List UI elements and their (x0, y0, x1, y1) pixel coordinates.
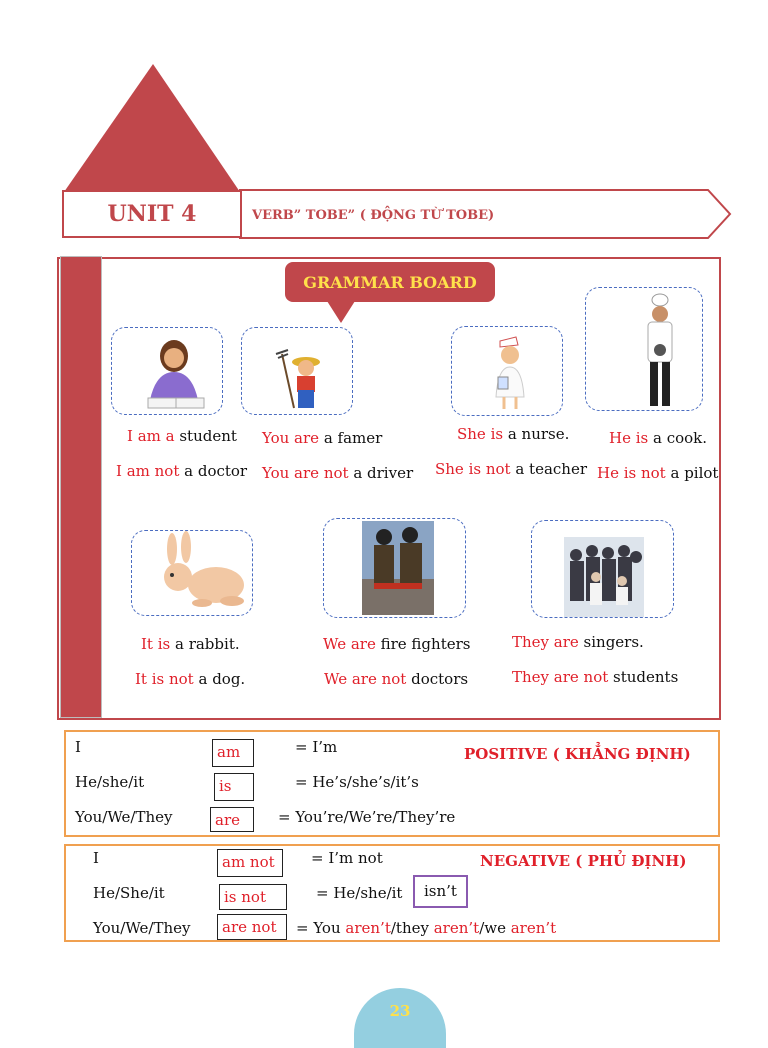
sentence-neg-4: He is not a pilot (597, 464, 719, 482)
picture-farmer (241, 327, 353, 415)
girl-student-icon (112, 328, 222, 414)
picture-nurse (451, 326, 563, 416)
positive-contraction-3: = You’re/We’re/They’re (278, 808, 456, 826)
sentence-pos-5: It is a rabbit. (141, 635, 240, 653)
positive-contraction-1: = I’m (295, 738, 338, 756)
picture-firefighters (323, 518, 466, 618)
unit-label-box (62, 190, 242, 238)
sentence-pos-3: She is a nurse. (457, 425, 570, 443)
negative-contraction-1: = I’m not (311, 849, 383, 867)
negative-verb-box-3 (217, 914, 287, 940)
sentence-neg-2: You are not a driver (262, 464, 414, 482)
negative-short-form: isn’t (424, 882, 457, 900)
sentence-pos-6: We are fire fighters (323, 635, 471, 653)
unit-label: UNIT 4 (107, 201, 197, 227)
negative-subject-3: You/We/They (93, 919, 191, 937)
unit-title: VERB” TOBE” ( ĐỘNG TỪ TOBE) (252, 208, 495, 223)
sentence-pos-7: They are singers. (512, 633, 644, 651)
positive-verb-3: are (215, 811, 240, 829)
negative-verb-box-1 (217, 849, 283, 877)
positive-verb-2: is (219, 777, 232, 795)
negative-subject-2: He/She/it (93, 884, 165, 902)
sentence-neg-6: We are not doctors (324, 670, 469, 688)
picture-rabbit (131, 530, 253, 616)
negative-subject-1: I (93, 849, 99, 867)
negative-verb-box-2 (219, 884, 287, 910)
farmer-icon (242, 328, 352, 414)
sentence-neg-7: They are not students (512, 668, 679, 686)
negative-contraction-2: = He/she/it (316, 884, 403, 902)
negative-contraction-3: = You aren’t/they aren’t/we aren’t (296, 919, 557, 937)
negative-verb-3: are not (222, 918, 277, 936)
picture-singers (531, 520, 674, 618)
sentence-pos-2: You are a famer (262, 429, 383, 447)
positive-contraction-2: = He’s/she’s/it’s (295, 773, 419, 791)
negative-short-form-box (413, 875, 468, 908)
cook-icon (586, 288, 702, 410)
negative-verb-2: is not (224, 888, 266, 906)
positive-verb-1: am (217, 743, 241, 761)
page-number: 23 (389, 1002, 411, 1020)
sentence-neg-3: She is not a teacher (435, 460, 588, 478)
positive-table (64, 730, 720, 837)
positive-title: POSITIVE ( KHẲNG ĐỊNH) (464, 745, 691, 763)
negative-verb-1: am not (222, 853, 275, 871)
nurse-icon (452, 327, 562, 415)
positive-verb-box-2 (214, 773, 254, 801)
positive-verb-box-1 (212, 739, 254, 767)
singers-icon (532, 521, 673, 617)
page-number-badge (354, 988, 446, 1048)
sentence-neg-1: I am not a doctor (116, 462, 248, 480)
rabbit-icon (132, 531, 252, 615)
positive-subject-2: He/she/it (75, 773, 145, 791)
firefighters-icon (324, 519, 465, 617)
grammar-board-title-tail (327, 301, 355, 323)
sentence-pos-4: He is a cook. (609, 429, 708, 447)
board-side-strip (60, 256, 102, 718)
picture-girl-student (111, 327, 223, 415)
sentence-neg-5: It is not a dog. (135, 670, 246, 688)
positive-subject-3: You/We/They (75, 808, 173, 826)
sentence-pos-1: I am a student (127, 427, 237, 445)
triangle-decoration (60, 60, 244, 194)
negative-table (64, 844, 720, 942)
picture-cook (585, 287, 703, 411)
positive-verb-box-3 (210, 807, 254, 832)
grammar-board-title: GRAMMAR BOARD (285, 262, 495, 302)
negative-title: NEGATIVE ( PHỦ ĐỊNH) (480, 852, 687, 870)
positive-subject-1: I (75, 738, 81, 756)
